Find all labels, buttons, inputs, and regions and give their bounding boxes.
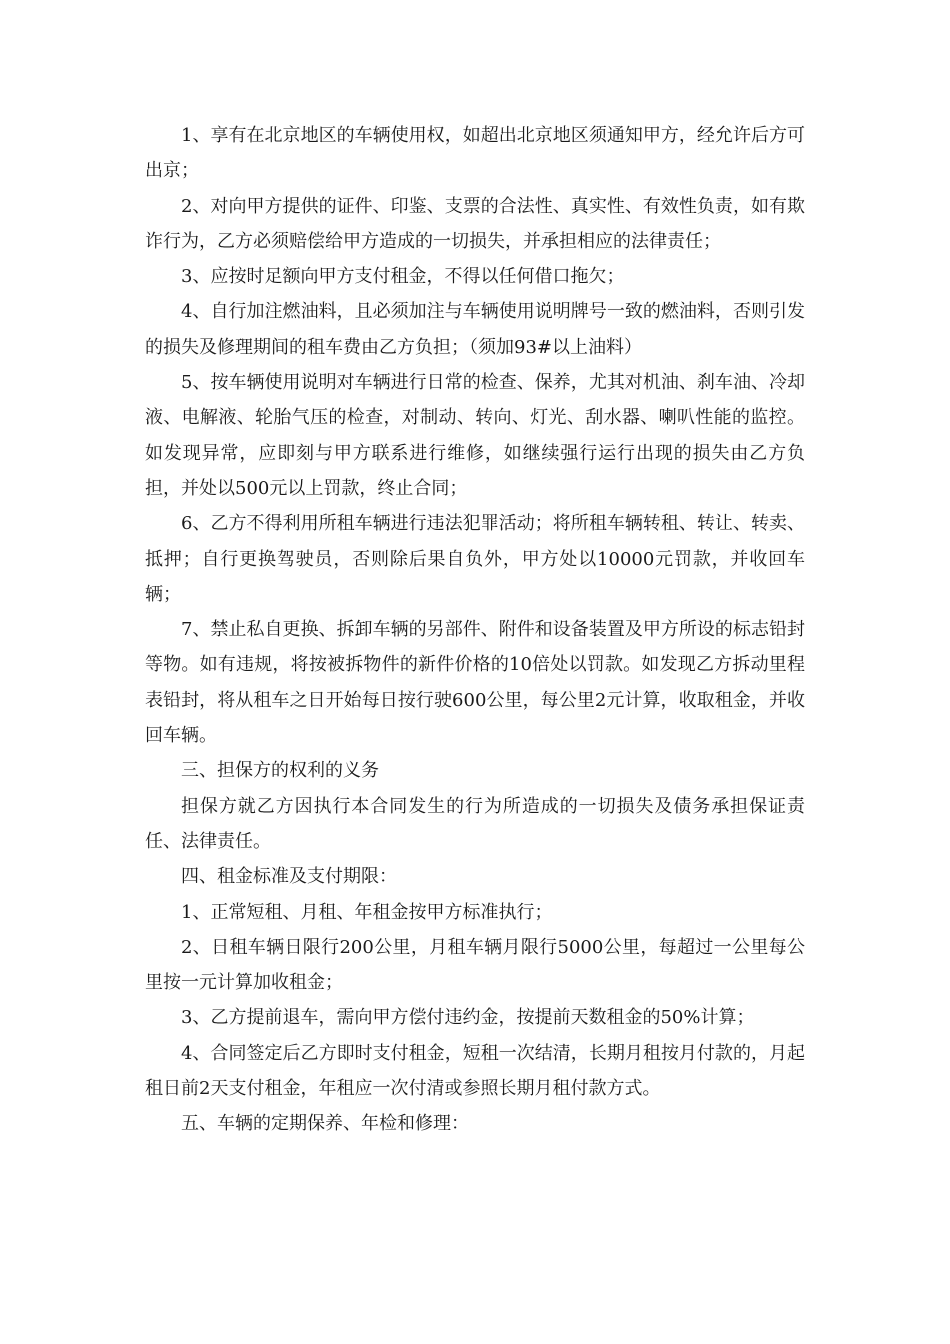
section-heading-rent-standard: 四、租金标准及支付期限：	[181, 866, 397, 888]
clause-7-parts-removal: 7、禁止私自更换、拆卸车辆的另部件、附件和设备装置及甲方所设的标志铅封等物。如有违规，将按被拆物件的新件价格的10倍处以罚款。如发现乙方拆动里程表铅封，将从租车之日开始每日按行驶600公里，每公里2元计算，收取租金，并收回车辆。	[145, 619, 805, 747]
section-heading-guarantor: 三、担保方的权利的义务	[181, 760, 379, 782]
rent-clause-1: 1、正常短租、月租、年租金按甲方标准执行；	[181, 901, 553, 923]
clause-1-use-right: 1、享有在北京地区的车辆使用权，如超出北京地区须通知甲方，经允许后方可出京；	[145, 125, 805, 182]
guarantor-clause: 担保方就乙方因执行本合同发生的行为所造成的一切损失及债务承担保证责任、法律责任。	[145, 795, 805, 852]
clause-3-rent-payment: 3、应按时足额向甲方支付租金，不得以任何借口拖欠；	[181, 266, 625, 288]
document-body	[145, 118, 805, 1142]
clause-6-illegal-use: 6、乙方不得利用所租车辆进行违法犯罪活动；将所租车辆转租、转让、转卖、抵押；自行更换驾驶员，否则除后果自负外，甲方处以10000元罚款，并收回车辆；	[145, 513, 805, 605]
rent-clause-4: 4、合同签定后乙方即时支付租金，短租一次结清，长期月租按月付款的，月起租日前2天支付租金，年租应一次付清或参照长期月租付款方式。	[145, 1042, 805, 1100]
clause-4-fuel: 4、自行加注燃油料，且必须加注与车辆使用说明牌号一致的燃油料，否则引发的损失及修理期间的租车费由乙方负担；（须加93#以上油料）	[145, 301, 805, 358]
clause-2-document-validity: 2、对向甲方提供的证件、印鉴、支票的合法性、真实性、有效性负责，如有欺诈行为，乙方必须赔偿给甲方造成的一切损失，并承担相应的法律责任；	[145, 195, 805, 252]
rent-clause-3: 3、乙方提前退车，需向甲方偿付违约金，按提前天数租金的50%计算；	[181, 1007, 755, 1029]
section-heading-maintenance: 五、车辆的定期保养、年检和修理：	[181, 1113, 469, 1135]
rent-clause-2: 2、日租车辆日限行200公里，月租车辆月限行5000公里，每超过一公里每公里按一元计算加收租金；	[145, 936, 805, 994]
clause-5-maintenance-check: 5、按车辆使用说明对车辆进行日常的检查、保养，尤其对机油、刹车油、冷却液、电解液、轮胎气压的检查，对制动、转向、灯光、刮水器、喇叭性能的监控。如发现异常，应即刻与甲方联系进行维修，如继续强行运行出现的损失由乙方负担，并处以500元以上罚款，终止合同；	[145, 372, 805, 499]
